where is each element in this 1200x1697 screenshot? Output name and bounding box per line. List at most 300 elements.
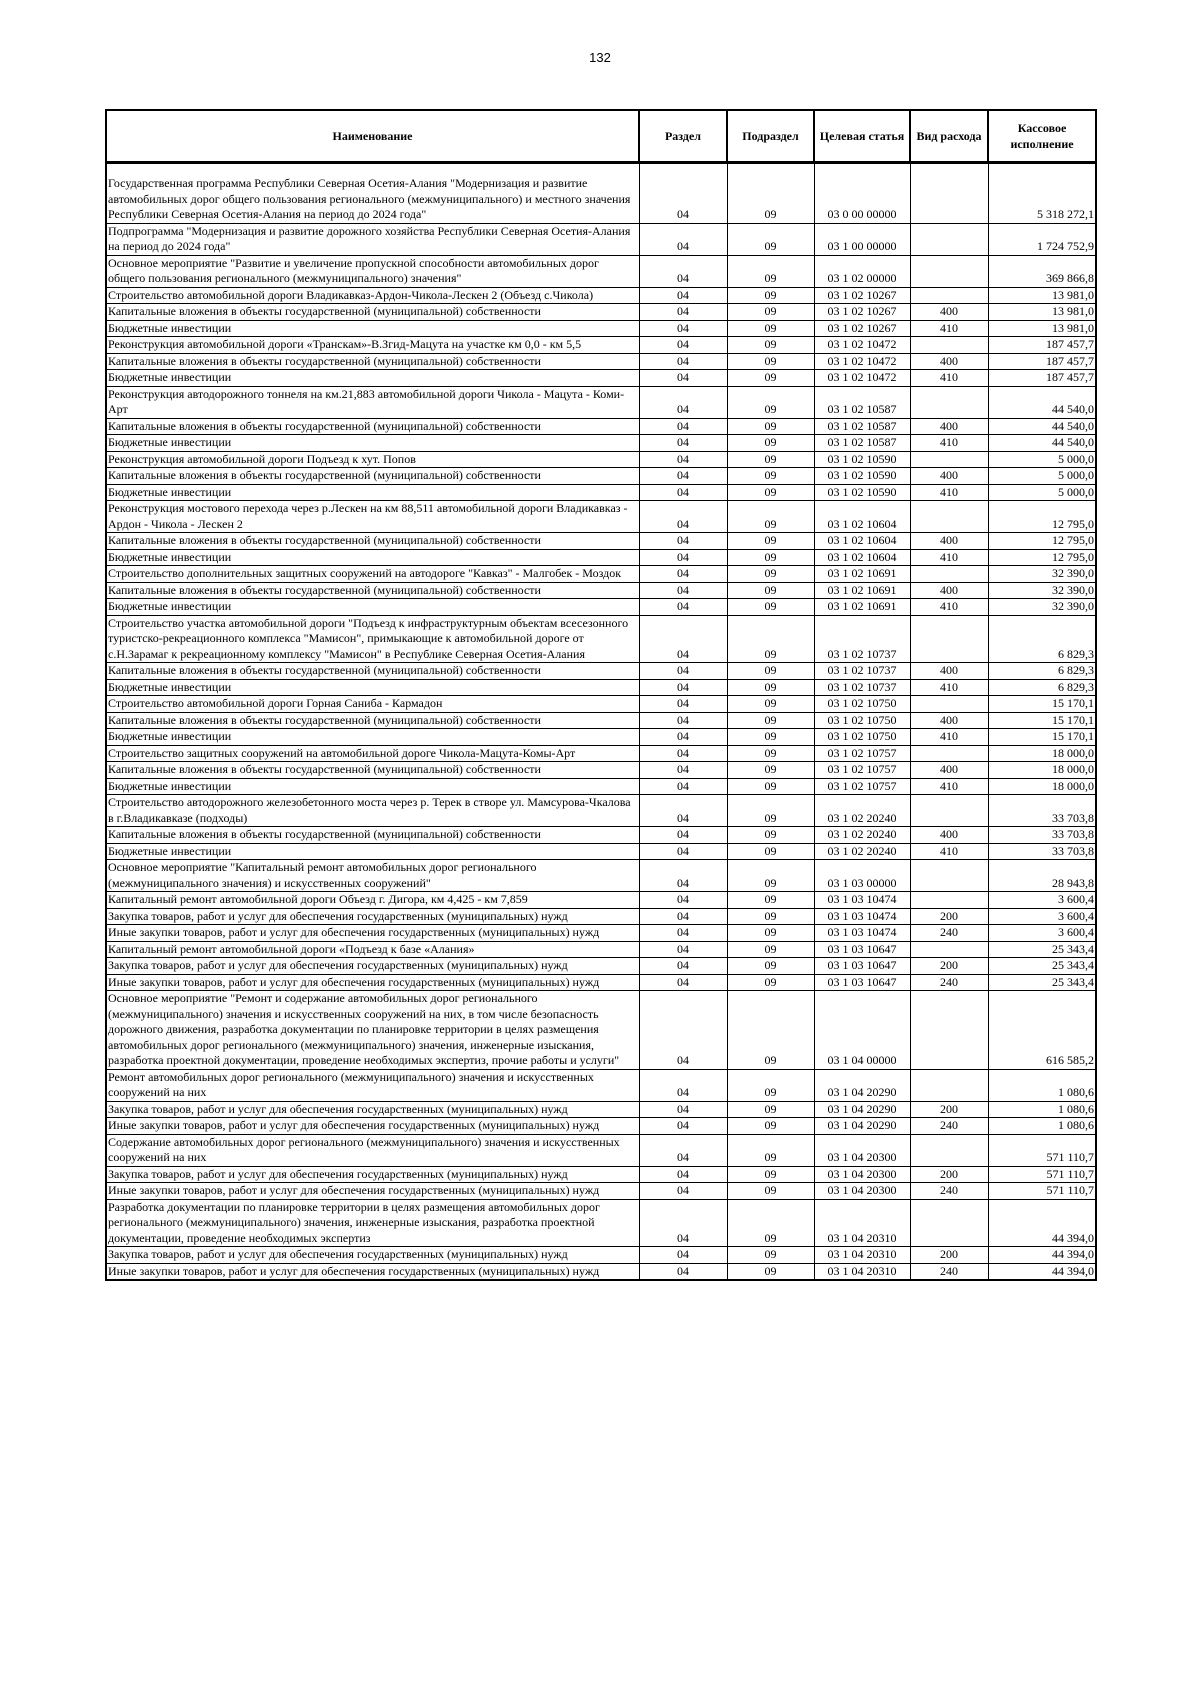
row-amount: 44 394,0: [988, 1263, 1096, 1280]
row-article: 03 1 04 00000: [814, 991, 910, 1070]
row-name: Реконструкция автомобильной дороги «Транскам»-В.Згид-Мацута на участке км 0,0 - км 5,5: [106, 337, 639, 354]
row-section: 04: [639, 320, 727, 337]
row-amount: 5 000,0: [988, 484, 1096, 501]
row-article: 03 1 04 20290: [814, 1118, 910, 1135]
row-name: Капитальные вложения в объекты государственной (муниципальной) собственности: [106, 712, 639, 729]
table-row: [106, 1069, 1096, 1101]
header-subsection: Подраздел: [727, 110, 814, 163]
row-kind: 410: [910, 843, 988, 860]
row-amount: 1 724 752,9: [988, 223, 1096, 255]
row-article: 03 1 02 10757: [814, 762, 910, 779]
row-name: Строительство автомобильной дороги Горная Саниба - Кармадон: [106, 696, 639, 713]
row-section: 04: [639, 729, 727, 746]
row-amount: 25 343,4: [988, 958, 1096, 975]
row-section: 04: [639, 223, 727, 255]
row-section: 04: [639, 1134, 727, 1166]
row-amount: 5 318 272,1: [988, 163, 1096, 224]
row-amount: 33 703,8: [988, 795, 1096, 827]
row-article: 03 1 02 10472: [814, 370, 910, 387]
table-row: [106, 892, 1096, 909]
row-article: 03 1 03 00000: [814, 860, 910, 892]
row-article: 03 1 02 00000: [814, 255, 910, 287]
header-name: Наименование: [106, 110, 639, 163]
row-article: 03 1 02 10737: [814, 679, 910, 696]
table-row: [106, 1134, 1096, 1166]
row-subsection: 09: [727, 163, 814, 224]
table-row: [106, 1166, 1096, 1183]
row-article: 03 1 02 10587: [814, 418, 910, 435]
row-article: 03 1 02 10691: [814, 566, 910, 583]
row-amount: 33 703,8: [988, 843, 1096, 860]
row-name: Закупка товаров, работ и услуг для обеспечения государственных (муниципальных) нужд: [106, 908, 639, 925]
row-kind: 410: [910, 599, 988, 616]
row-kind: 400: [910, 827, 988, 844]
row-subsection: 09: [727, 991, 814, 1070]
row-kind: [910, 1069, 988, 1101]
row-article: 03 1 02 10587: [814, 386, 910, 418]
row-subsection: 09: [727, 1247, 814, 1264]
row-article: 03 1 02 10691: [814, 599, 910, 616]
row-article: 03 1 02 10590: [814, 451, 910, 468]
row-subsection: 09: [727, 223, 814, 255]
row-subsection: 09: [727, 386, 814, 418]
row-section: 04: [639, 778, 727, 795]
row-subsection: 09: [727, 484, 814, 501]
row-kind: 200: [910, 1101, 988, 1118]
row-section: 04: [639, 696, 727, 713]
row-section: 04: [639, 1118, 727, 1135]
row-section: 04: [639, 827, 727, 844]
row-name: Государственная программа Республики Северная Осетия-Алания "Модернизация и развитие автомобильных дорог общего пользования регионального (межмуниципального) и местного значения Республики Северная Осетия-Алания на период до 2024 года": [106, 163, 639, 224]
row-name: Строительство автодорожного железобетонного моста через р. Терек в створе ул. Мамсурова-Чкалова в г.Владикавказе (подходы): [106, 795, 639, 827]
row-article: 03 1 03 10474: [814, 892, 910, 909]
row-kind: 240: [910, 1183, 988, 1200]
row-kind: 410: [910, 778, 988, 795]
row-amount: 25 343,4: [988, 974, 1096, 991]
row-name: Бюджетные инвестиции: [106, 320, 639, 337]
row-subsection: 09: [727, 712, 814, 729]
row-article: 03 1 02 10757: [814, 778, 910, 795]
row-subsection: 09: [727, 745, 814, 762]
row-amount: 18 000,0: [988, 762, 1096, 779]
row-subsection: 09: [727, 663, 814, 680]
row-amount: 3 600,4: [988, 892, 1096, 909]
table-row: [106, 435, 1096, 452]
row-section: 04: [639, 353, 727, 370]
row-article: 03 1 02 10757: [814, 745, 910, 762]
header-section: Раздел: [639, 110, 727, 163]
row-subsection: 09: [727, 925, 814, 942]
row-article: 03 1 03 10647: [814, 974, 910, 991]
row-name: Капитальные вложения в объекты государственной (муниципальной) собственности: [106, 582, 639, 599]
row-kind: 400: [910, 533, 988, 550]
row-article: 03 1 03 10647: [814, 941, 910, 958]
row-name: Бюджетные инвестиции: [106, 778, 639, 795]
row-section: 04: [639, 795, 727, 827]
table-row: [106, 468, 1096, 485]
row-section: 04: [639, 908, 727, 925]
row-section: 04: [639, 663, 727, 680]
row-amount: 187 457,7: [988, 353, 1096, 370]
row-kind: 400: [910, 304, 988, 321]
row-subsection: 09: [727, 1101, 814, 1118]
table-row: [106, 991, 1096, 1070]
row-kind: [910, 287, 988, 304]
table-row: [106, 599, 1096, 616]
row-kind: [910, 337, 988, 354]
row-section: 04: [639, 337, 727, 354]
row-kind: 410: [910, 729, 988, 746]
row-subsection: 09: [727, 435, 814, 452]
row-kind: [910, 696, 988, 713]
table-row: [106, 451, 1096, 468]
row-amount: 28 943,8: [988, 860, 1096, 892]
row-subsection: 09: [727, 501, 814, 533]
row-subsection: 09: [727, 549, 814, 566]
row-section: 04: [639, 991, 727, 1070]
row-kind: [910, 1199, 988, 1247]
row-amount: 32 390,0: [988, 582, 1096, 599]
row-kind: 200: [910, 908, 988, 925]
row-section: 04: [639, 1069, 727, 1101]
table-row: [106, 1101, 1096, 1118]
row-section: 04: [639, 1101, 727, 1118]
row-kind: 240: [910, 974, 988, 991]
row-section: 04: [639, 1166, 727, 1183]
row-article: 03 1 04 20310: [814, 1247, 910, 1264]
row-subsection: 09: [727, 778, 814, 795]
row-section: 04: [639, 925, 727, 942]
row-name: Бюджетные инвестиции: [106, 370, 639, 387]
row-article: 03 1 02 10737: [814, 615, 910, 663]
row-section: 04: [639, 1199, 727, 1247]
row-subsection: 09: [727, 337, 814, 354]
row-kind: 240: [910, 1118, 988, 1135]
row-name: Закупка товаров, работ и услуг для обеспечения государственных (муниципальных) нужд: [106, 958, 639, 975]
row-subsection: 09: [727, 696, 814, 713]
row-article: 03 1 02 20240: [814, 827, 910, 844]
row-article: 03 1 04 20290: [814, 1101, 910, 1118]
table-row: [106, 1263, 1096, 1280]
row-subsection: 09: [727, 974, 814, 991]
row-subsection: 09: [727, 468, 814, 485]
row-amount: 6 829,3: [988, 615, 1096, 663]
row-section: 04: [639, 615, 727, 663]
row-article: 03 1 02 10472: [814, 337, 910, 354]
row-kind: 200: [910, 958, 988, 975]
row-article: 03 1 04 20300: [814, 1166, 910, 1183]
row-section: 04: [639, 762, 727, 779]
row-name: Бюджетные инвестиции: [106, 435, 639, 452]
row-amount: 33 703,8: [988, 827, 1096, 844]
table-row: [106, 745, 1096, 762]
table-row: [106, 320, 1096, 337]
row-section: 04: [639, 582, 727, 599]
row-name: Закупка товаров, работ и услуг для обеспечения государственных (муниципальных) нужд: [106, 1247, 639, 1264]
row-name: Капитальные вложения в объекты государственной (муниципальной) собственности: [106, 353, 639, 370]
row-article: 03 1 02 10750: [814, 729, 910, 746]
table-row: [106, 1247, 1096, 1264]
row-name: Реконструкция мостового перехода через р.Лескен на км 88,511 автомобильной дороги Владикавказ - Ардон - Чикола - Лескен 2: [106, 501, 639, 533]
row-subsection: 09: [727, 353, 814, 370]
row-kind: 400: [910, 762, 988, 779]
table-row: [106, 255, 1096, 287]
row-section: 04: [639, 712, 727, 729]
row-name: Капитальные вложения в объекты государственной (муниципальной) собственности: [106, 533, 639, 550]
table-row: [106, 1118, 1096, 1135]
row-name: Ремонт автомобильных дорог регионального (межмуниципального) значения и искусственных сооружений на них: [106, 1069, 639, 1101]
header-kind: Вид расхода: [910, 110, 988, 163]
row-kind: [910, 163, 988, 224]
table-row: [106, 501, 1096, 533]
row-subsection: 09: [727, 729, 814, 746]
table-row: [106, 353, 1096, 370]
table-row: [106, 778, 1096, 795]
row-kind: 400: [910, 663, 988, 680]
row-section: 04: [639, 566, 727, 583]
table-row: [106, 566, 1096, 583]
table-row: [106, 533, 1096, 550]
row-name: Иные закупки товаров, работ и услуг для обеспечения государственных (муниципальных) нужд: [106, 974, 639, 991]
row-name: Капитальные вложения в объекты государственной (муниципальной) собственности: [106, 418, 639, 435]
table-row: [106, 795, 1096, 827]
row-kind: 200: [910, 1166, 988, 1183]
row-kind: [910, 386, 988, 418]
row-amount: 1 080,6: [988, 1101, 1096, 1118]
row-name: Капитальные вложения в объекты государственной (муниципальной) собственности: [106, 304, 639, 321]
row-amount: 18 000,0: [988, 778, 1096, 795]
row-subsection: 09: [727, 582, 814, 599]
row-amount: 6 829,3: [988, 663, 1096, 680]
row-kind: [910, 501, 988, 533]
table-row: [106, 925, 1096, 942]
row-kind: [910, 255, 988, 287]
row-section: 04: [639, 745, 727, 762]
row-subsection: 09: [727, 908, 814, 925]
row-section: 04: [639, 599, 727, 616]
row-kind: 410: [910, 679, 988, 696]
row-article: 03 1 02 10267: [814, 287, 910, 304]
row-section: 04: [639, 287, 727, 304]
table-row: [106, 418, 1096, 435]
row-kind: [910, 991, 988, 1070]
row-article: 03 1 02 10750: [814, 712, 910, 729]
row-subsection: 09: [727, 1069, 814, 1101]
row-article: 03 1 02 10691: [814, 582, 910, 599]
row-kind: 400: [910, 582, 988, 599]
row-amount: 15 170,1: [988, 729, 1096, 746]
row-section: 04: [639, 860, 727, 892]
table-row: [106, 827, 1096, 844]
row-name: Капитальный ремонт автомобильной дороги Объезд г. Дигора, км 4,425 - км 7,859: [106, 892, 639, 909]
row-subsection: 09: [727, 1118, 814, 1135]
row-article: 03 1 02 10590: [814, 484, 910, 501]
row-section: 04: [639, 435, 727, 452]
row-kind: 240: [910, 1263, 988, 1280]
row-kind: 400: [910, 712, 988, 729]
row-section: 04: [639, 974, 727, 991]
row-name: Разработка документации по планировке территории в целях размещения автомобильных дорог регионального (межмуниципального) значения, инженерные изыскания, разработка проектной документации, проведение необходимых экспертиз: [106, 1199, 639, 1247]
row-subsection: 09: [727, 958, 814, 975]
row-kind: 410: [910, 370, 988, 387]
row-amount: 1 080,6: [988, 1118, 1096, 1135]
row-amount: 13 981,0: [988, 304, 1096, 321]
row-name: Реконструкция автодорожного тоннеля на км.21,883 автомобильной дороги Чикола - Мацута - Коми-Арт: [106, 386, 639, 418]
row-name: Основное мероприятие "Ремонт и содержание автомобильных дорог регионального (межмуниципального) значения и искусственных сооружений на них, в том числе безопасность дорожного движения, разработка документации по планировке территории в целях размещения автомобильных дорог регионального (межмуниципального) значения, инженерные изыскания, разработка проектной документации, проведение необходимых экспертиз, прочие работы и услуги": [106, 991, 639, 1070]
row-amount: 5 000,0: [988, 468, 1096, 485]
row-subsection: 09: [727, 566, 814, 583]
row-article: 03 1 04 20310: [814, 1199, 910, 1247]
row-subsection: 09: [727, 418, 814, 435]
row-section: 04: [639, 843, 727, 860]
row-kind: [910, 615, 988, 663]
row-amount: 187 457,7: [988, 370, 1096, 387]
row-kind: 400: [910, 468, 988, 485]
row-article: 03 1 02 10472: [814, 353, 910, 370]
row-section: 04: [639, 941, 727, 958]
row-amount: 15 170,1: [988, 712, 1096, 729]
table-row: [106, 549, 1096, 566]
table-row: [106, 712, 1096, 729]
row-amount: 32 390,0: [988, 566, 1096, 583]
row-amount: 12 795,0: [988, 501, 1096, 533]
row-subsection: 09: [727, 941, 814, 958]
row-amount: 571 110,7: [988, 1166, 1096, 1183]
row-amount: 12 795,0: [988, 549, 1096, 566]
row-kind: [910, 941, 988, 958]
row-article: 03 1 02 10590: [814, 468, 910, 485]
row-name: Иные закупки товаров, работ и услуг для обеспечения государственных (муниципальных) нужд: [106, 925, 639, 942]
row-subsection: 09: [727, 304, 814, 321]
row-section: 04: [639, 533, 727, 550]
row-article: 03 1 02 10750: [814, 696, 910, 713]
table-row: [106, 974, 1096, 991]
row-name: Строительство защитных сооружений на автомобильной дороге Чикола-Мацута-Комы-Арт: [106, 745, 639, 762]
row-kind: [910, 795, 988, 827]
row-section: 04: [639, 958, 727, 975]
row-kind: 410: [910, 320, 988, 337]
row-name: Бюджетные инвестиции: [106, 599, 639, 616]
table-row: [106, 1199, 1096, 1247]
row-section: 04: [639, 163, 727, 224]
row-section: 04: [639, 386, 727, 418]
page-number: 132: [589, 50, 611, 65]
row-section: 04: [639, 468, 727, 485]
row-article: 03 1 03 10647: [814, 958, 910, 975]
row-amount: 369 866,8: [988, 255, 1096, 287]
row-article: 03 1 02 10267: [814, 320, 910, 337]
header-article: Целевая статья: [814, 110, 910, 163]
row-subsection: 09: [727, 860, 814, 892]
row-name: Содержание автомобильных дорог регионального (межмуниципального) значения и искусственных сооружений на них: [106, 1134, 639, 1166]
row-article: 03 1 02 10587: [814, 435, 910, 452]
row-subsection: 09: [727, 320, 814, 337]
row-section: 04: [639, 549, 727, 566]
row-name: Капитальные вложения в объекты государственной (муниципальной) собственности: [106, 762, 639, 779]
row-section: 04: [639, 255, 727, 287]
row-amount: 44 540,0: [988, 418, 1096, 435]
row-article: 03 1 03 10474: [814, 908, 910, 925]
row-amount: 3 600,4: [988, 925, 1096, 942]
row-article: 03 0 00 00000: [814, 163, 910, 224]
row-subsection: 09: [727, 762, 814, 779]
row-subsection: 09: [727, 843, 814, 860]
row-section: 04: [639, 679, 727, 696]
row-kind: 240: [910, 925, 988, 942]
row-section: 04: [639, 451, 727, 468]
row-name: Строительство участка автомобильной дороги "Подъезд к инфраструктурным объектам всесезонного туристско-рекреационного комплекса "Мамисон", примыкающие к автомобильной дороге от с.Н.Зарамаг к рекреационному комплексу "Мамисон" в Республике Северная Осетия-Алания: [106, 615, 639, 663]
row-article: 03 1 02 10604: [814, 549, 910, 566]
row-name: Бюджетные инвестиции: [106, 843, 639, 860]
row-article: 03 1 02 10604: [814, 533, 910, 550]
table-row: [106, 223, 1096, 255]
row-article: 03 1 02 20240: [814, 843, 910, 860]
table-row: [106, 615, 1096, 663]
row-kind: 200: [910, 1247, 988, 1264]
table-row: [106, 163, 1096, 224]
row-kind: 410: [910, 484, 988, 501]
row-subsection: 09: [727, 1183, 814, 1200]
row-subsection: 09: [727, 679, 814, 696]
row-name: Иные закупки товаров, работ и услуг для обеспечения государственных (муниципальных) нужд: [106, 1263, 639, 1280]
table-row: [106, 582, 1096, 599]
row-amount: 187 457,7: [988, 337, 1096, 354]
row-subsection: 09: [727, 1134, 814, 1166]
row-subsection: 09: [727, 451, 814, 468]
row-kind: [910, 451, 988, 468]
row-amount: 44 394,0: [988, 1199, 1096, 1247]
row-section: 04: [639, 1183, 727, 1200]
row-kind: 410: [910, 435, 988, 452]
table-row: [106, 337, 1096, 354]
row-name: Подпрограмма "Модернизация и развитие дорожного хозяйства Республики Северная Осетия-Алания на период до 2024 года": [106, 223, 639, 255]
row-article: 03 1 04 20300: [814, 1183, 910, 1200]
row-amount: 25 343,4: [988, 941, 1096, 958]
row-subsection: 09: [727, 287, 814, 304]
row-section: 04: [639, 501, 727, 533]
row-amount: 44 540,0: [988, 435, 1096, 452]
table-row: [106, 908, 1096, 925]
table-row: [106, 762, 1096, 779]
row-kind: 410: [910, 549, 988, 566]
row-subsection: 09: [727, 255, 814, 287]
table-row: [106, 287, 1096, 304]
row-name: Капитальный ремонт автомобильной дороги «Подъезд к базе «Алания»: [106, 941, 639, 958]
row-name: Иные закупки товаров, работ и услуг для обеспечения государственных (муниципальных) нужд: [106, 1183, 639, 1200]
row-kind: [910, 566, 988, 583]
row-name: Основное мероприятие "Капитальный ремонт автомобильных дорог регионального (межмуниципального значения) и искусственных сооружений": [106, 860, 639, 892]
row-subsection: 09: [727, 1166, 814, 1183]
row-article: 03 1 03 10474: [814, 925, 910, 942]
row-name: Бюджетные инвестиции: [106, 729, 639, 746]
row-amount: 44 394,0: [988, 1247, 1096, 1264]
table-row: [106, 696, 1096, 713]
row-subsection: 09: [727, 827, 814, 844]
row-amount: 6 829,3: [988, 679, 1096, 696]
row-name: Капитальные вложения в объекты государственной (муниципальной) собственности: [106, 468, 639, 485]
row-article: 03 1 02 10267: [814, 304, 910, 321]
row-article: 03 1 04 20290: [814, 1069, 910, 1101]
row-subsection: 09: [727, 1199, 814, 1247]
row-name: Бюджетные инвестиции: [106, 484, 639, 501]
row-amount: 32 390,0: [988, 599, 1096, 616]
row-article: 03 1 02 10604: [814, 501, 910, 533]
row-name: Закупка товаров, работ и услуг для обеспечения государственных (муниципальных) нужд: [106, 1166, 639, 1183]
row-name: Капитальные вложения в объекты государственной (муниципальной) собственности: [106, 663, 639, 680]
row-kind: [910, 892, 988, 909]
row-amount: 13 981,0: [988, 320, 1096, 337]
row-section: 04: [639, 370, 727, 387]
